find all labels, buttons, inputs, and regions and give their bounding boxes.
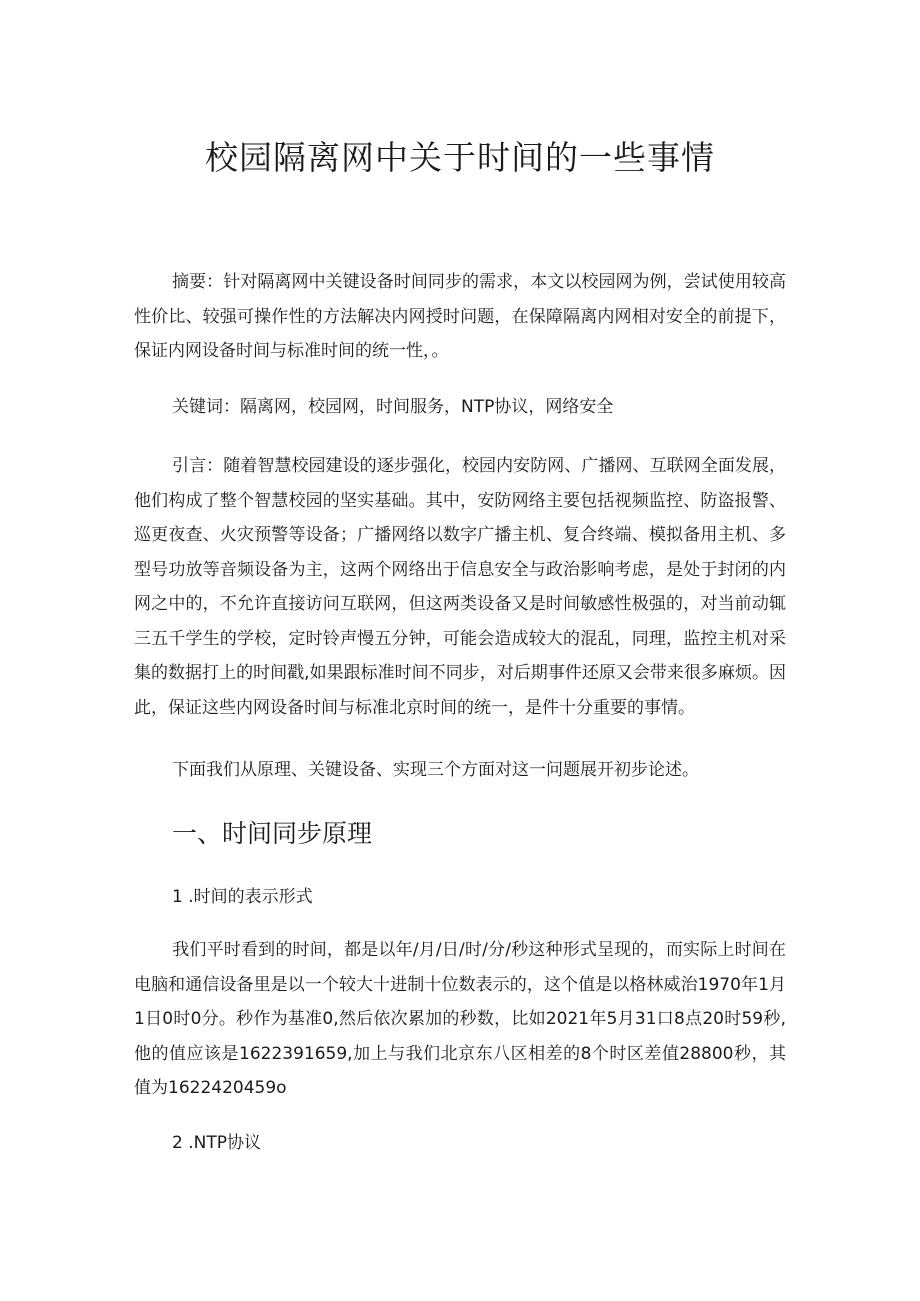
section-heading-1: 一、时间同步原理 (172, 819, 373, 848)
abstract-paragraph (134, 265, 786, 369)
abstract-text: 摘要：针对隔离网中关键设备时间同步的需求，本文以校园网为例，尝试使用较高性价比、较强可操作性的方法解决内网授时问题，在保障隔离内网相对安全的前提下，保证内网设备时间与标准时间的统一性，。 (134, 272, 786, 361)
subsection-heading-1: 1 .时间的表示形式 (172, 887, 313, 907)
intro-text: 引言：随着智慧校园建设的逐步强化，校园内安防网、广播网、互联网全面发展，他们构成了整个智慧校园的坚实基础。其中，安防网络主要包括视频监控、防盗报警、巡更夜查、火灾预警等设备；广播网络以数字广播主机、复合终端、模拟备用主机、多型号功放等音频设备为主，这两个网络出于信息安全与政治影响考虑，是处于封闭的内网之中的，不允许直接访问互联网，但这两类设备又是时间敏感性极强的，对当前动辄三五千学生的学校，定时铃声慢五分钟，可能会造成较大的混乱，同理，监控主机对采集的数据打上的时间戳,如果跟标准时间不同步，对后期事件还原又会带来很多麻烦。因此，保证这些内网设备时间与标准北京时间的统一，是件十分重要的事情。 (134, 456, 786, 718)
time-representation-text: 我们平时看到的时间，都是以年/月/日/时/分/秒这种形式呈现的，而实际上时间在电脑和通信设备里是以一个较大十进制十位数表示的，这个值是以格林威治1970年1月1日0时0分。秒作为基准0,然后依次累加的秒数，比如2021年5月31口8点20时59秒,他的值应该是1622391659,加上与我们北京东八区相差的8个时区差值28800秒，其值为1622420459o (134, 940, 786, 1098)
subsection-heading-2: 2 .NTP协议 (172, 1133, 261, 1153)
document-title: 校园隔离网中关于时间的一些事情 (205, 138, 715, 177)
time-representation-paragraph (134, 933, 786, 1106)
intro-paragraph (134, 449, 786, 725)
outline-paragraph: 下面我们从原理、关键设备、实现三个方面对这一问题展开初步论述。 (172, 760, 699, 780)
keywords-line: 关键词：隔离网，校园网，时间服务，NTP协议，网络安全 (172, 397, 614, 417)
